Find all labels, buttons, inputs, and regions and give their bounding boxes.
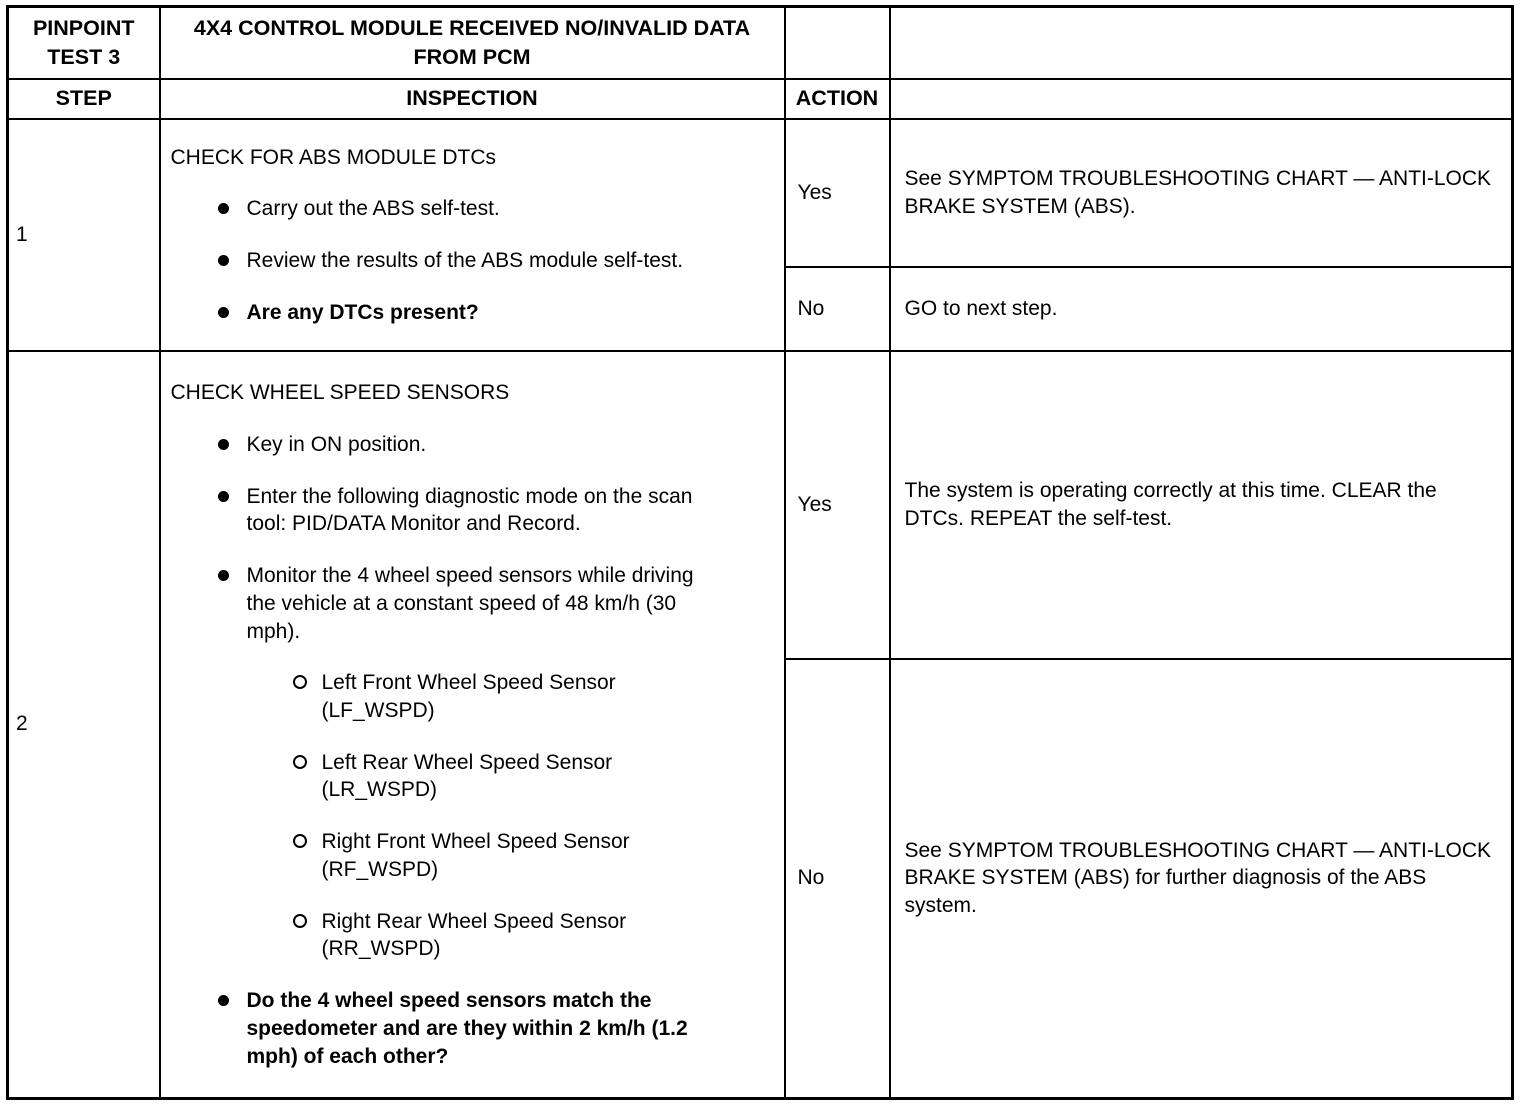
bullet-icon bbox=[218, 255, 229, 266]
sub-bullet-item bbox=[293, 749, 774, 804]
col-header-step: STEP bbox=[8, 79, 160, 119]
step1-no-action-text: GO to next step. bbox=[890, 267, 1513, 351]
bullet-icon bbox=[218, 995, 229, 1006]
test-title: 4X4 CONTROL MODULE RECEIVED NO/INVALID DATA FROM PCM bbox=[160, 7, 785, 79]
sub-bullet-icon bbox=[293, 675, 307, 689]
sub-bullet-icon bbox=[293, 755, 307, 769]
sub-bullet-text: Left Front Wheel Speed Sensor (LF_WSPD) bbox=[321, 671, 616, 723]
step1-inspection-title: CHECK FOR ABS MODULE DTCs bbox=[170, 145, 497, 169]
step2-no-label: No bbox=[785, 659, 890, 1099]
question-item bbox=[218, 299, 774, 327]
bullet-icon bbox=[218, 439, 229, 450]
bullet-item bbox=[218, 562, 774, 645]
step2-yes-label: Yes bbox=[785, 351, 890, 659]
question-item bbox=[218, 987, 774, 1070]
step1-number: 1 bbox=[8, 119, 160, 351]
step2-yes-action-text: The system is operating correctly at this time. CLEAR the DTCs. REPEAT the self-test. bbox=[890, 351, 1513, 659]
bullet-item bbox=[218, 483, 774, 538]
step1-yes-action-text: See SYMPTOM TROUBLESHOOTING CHART — ANTI-LOCK BRAKE SYSTEM (ABS). bbox=[890, 119, 1513, 267]
sub-bullet-icon bbox=[293, 834, 307, 848]
step2-yes-row bbox=[8, 351, 1513, 659]
step1-yes-label: Yes bbox=[785, 119, 890, 267]
bullet-icon bbox=[218, 307, 229, 318]
step1-inspection-cell bbox=[160, 119, 785, 351]
question-text: Are any DTCs present? bbox=[246, 300, 479, 324]
sub-bullet-text: Right Rear Wheel Speed Sensor (RR_WSPD) bbox=[321, 909, 627, 961]
step2-no-action-text: See SYMPTOM TROUBLESHOOTING CHART — ANTI-LOCK BRAKE SYSTEM (ABS) for further diagnosis of the ABS system. bbox=[890, 659, 1513, 1099]
column-header-row bbox=[8, 79, 1513, 119]
bullet-text: Review the results of the ABS module self-test. bbox=[246, 249, 684, 272]
sub-bullet-item bbox=[293, 669, 774, 724]
bullet-text: Key in ON position. bbox=[246, 433, 427, 456]
sub-bullet-text: Right Front Wheel Speed Sensor (RF_WSPD) bbox=[321, 830, 630, 881]
bullet-icon bbox=[218, 491, 229, 502]
step2-number: 2 bbox=[8, 351, 160, 1099]
step1-yes-row bbox=[8, 119, 1513, 267]
bullet-icon bbox=[218, 203, 229, 214]
bullet-text: Enter the following diagnostic mode on the scan tool: PID/DATA Monitor and Record. bbox=[246, 484, 693, 536]
sub-bullet-icon bbox=[293, 914, 307, 928]
step1-no-label: No bbox=[785, 267, 890, 351]
step2-inspection-title: CHECK WHEEL SPEED SENSORS bbox=[170, 381, 510, 405]
empty-header-cell bbox=[890, 79, 1513, 119]
col-header-inspection: INSPECTION bbox=[160, 79, 785, 119]
step2-inspection-cell bbox=[160, 351, 785, 1099]
pinpoint-test-label: PINPOINT TEST 3 bbox=[8, 7, 160, 79]
sub-bullet-item bbox=[293, 828, 774, 883]
bullet-item bbox=[218, 195, 774, 223]
bullet-item bbox=[218, 431, 774, 459]
pinpoint-test-table bbox=[6, 5, 1514, 1100]
bullet-item bbox=[218, 247, 774, 275]
empty-header-cell bbox=[785, 7, 890, 79]
question-text: Do the 4 wheel speed sensors match the speedometer and are they within 2 km/h (1.2 mph) of each other? bbox=[246, 989, 688, 1068]
sub-bullet-item bbox=[293, 908, 774, 963]
col-header-action: ACTION bbox=[785, 79, 890, 119]
bullet-icon bbox=[218, 570, 229, 581]
bullet-text: Carry out the ABS self-test. bbox=[246, 197, 500, 221]
sub-bullet-text: Left Rear Wheel Speed Sensor (LR_WSPD) bbox=[321, 750, 613, 802]
empty-header-cell bbox=[890, 7, 1513, 79]
table-title-row bbox=[8, 7, 1513, 79]
bullet-text: Monitor the 4 wheel speed sensors while driving the vehicle at a constant speed of 48 km/h (30 mph). bbox=[246, 564, 694, 643]
